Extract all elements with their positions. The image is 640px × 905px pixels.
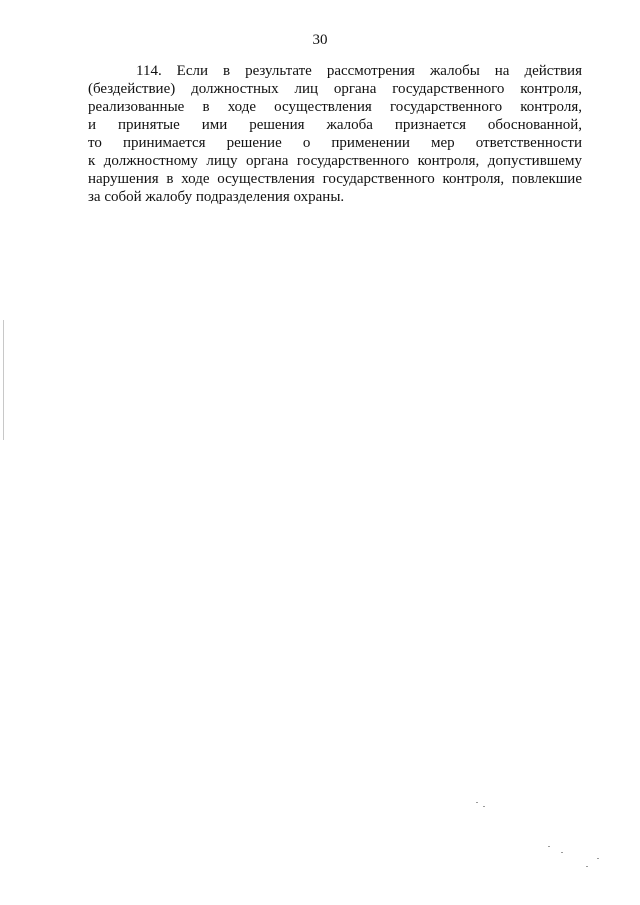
paragraph-line: к должностному лицу органа государственного контроля, допустившему [88, 153, 582, 169]
paragraph-line: нарушения в ходе осуществления государственного контроля, повлекшие [88, 171, 582, 187]
paragraph-line: и принятые ими решения жалоба признается обоснованной, [88, 117, 582, 133]
scan-speck [483, 806, 485, 807]
paragraph-line: реализованные в ходе осуществления государственного контроля, [88, 99, 582, 115]
scan-speck [548, 846, 550, 847]
paragraph-114 [88, 62, 582, 206]
paragraph-line: то принимается решение о применении мер ответственности [88, 135, 582, 151]
page-number: 30 [312, 32, 328, 48]
paragraph-line: 114. Если в результате рассмотрения жалобы на действия [136, 63, 582, 79]
scan-speck [597, 858, 599, 859]
scan-speck [586, 866, 588, 867]
scan-speck [561, 852, 563, 853]
scan-edge-line [3, 320, 4, 440]
paragraph-line: за собой жалобу подразделения охраны. [88, 189, 345, 205]
paragraph-line: (бездействие) должностных лиц органа государственного контроля, [88, 81, 582, 97]
scan-speck [476, 802, 478, 803]
